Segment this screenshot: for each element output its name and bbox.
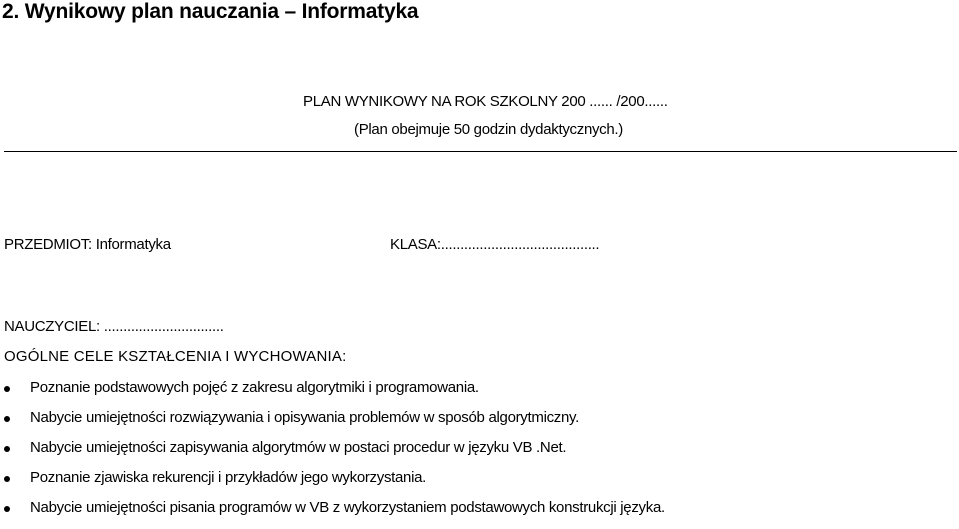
goal-text: Poznanie podstawowych pojęć z zakresu algorytmiki i programowania. [30,379,479,396]
section-heading: 2. Wynikowy plan nauczania – Informatyka [2,0,419,23]
bullet-icon [4,506,10,512]
horizontal-rule [4,151,957,152]
bullet-icon [4,386,10,392]
class-line: KLASA:......................................... [390,236,600,253]
subject-line: PRZEDMIOT: Informatyka [4,236,171,253]
bullet-icon [4,446,10,452]
goal-text: Nabycie umiejętności rozwiązywania i opisywania problemów w sposób algorytmiczny. [30,409,579,426]
goal-text: Poznanie zjawiska rekurencji i przykładów jego wykorzystania. [30,469,427,486]
plan-title: PLAN WYNIKOWY NA ROK SZKOLNY 200 ...... /200...... [303,93,668,110]
bullet-icon [4,476,10,482]
goal-text: Nabycie umiejętności zapisywania algorytmów w postaci procedur w języku VB .Net. [30,439,567,456]
goals-heading: OGÓLNE CELE KSZTAŁCENIA I WYCHOWANIA: [4,348,347,365]
plan-subtitle: (Plan obejmuje 50 godzin dydaktycznych.) [354,121,623,138]
bullet-icon [4,416,10,422]
goal-text: Nabycie umiejętności pisania programów w VB z wykorzystaniem podstawowych konstrukcji języka. [30,499,665,516]
teacher-line: NAUCZYCIEL: ............................... [4,318,224,335]
